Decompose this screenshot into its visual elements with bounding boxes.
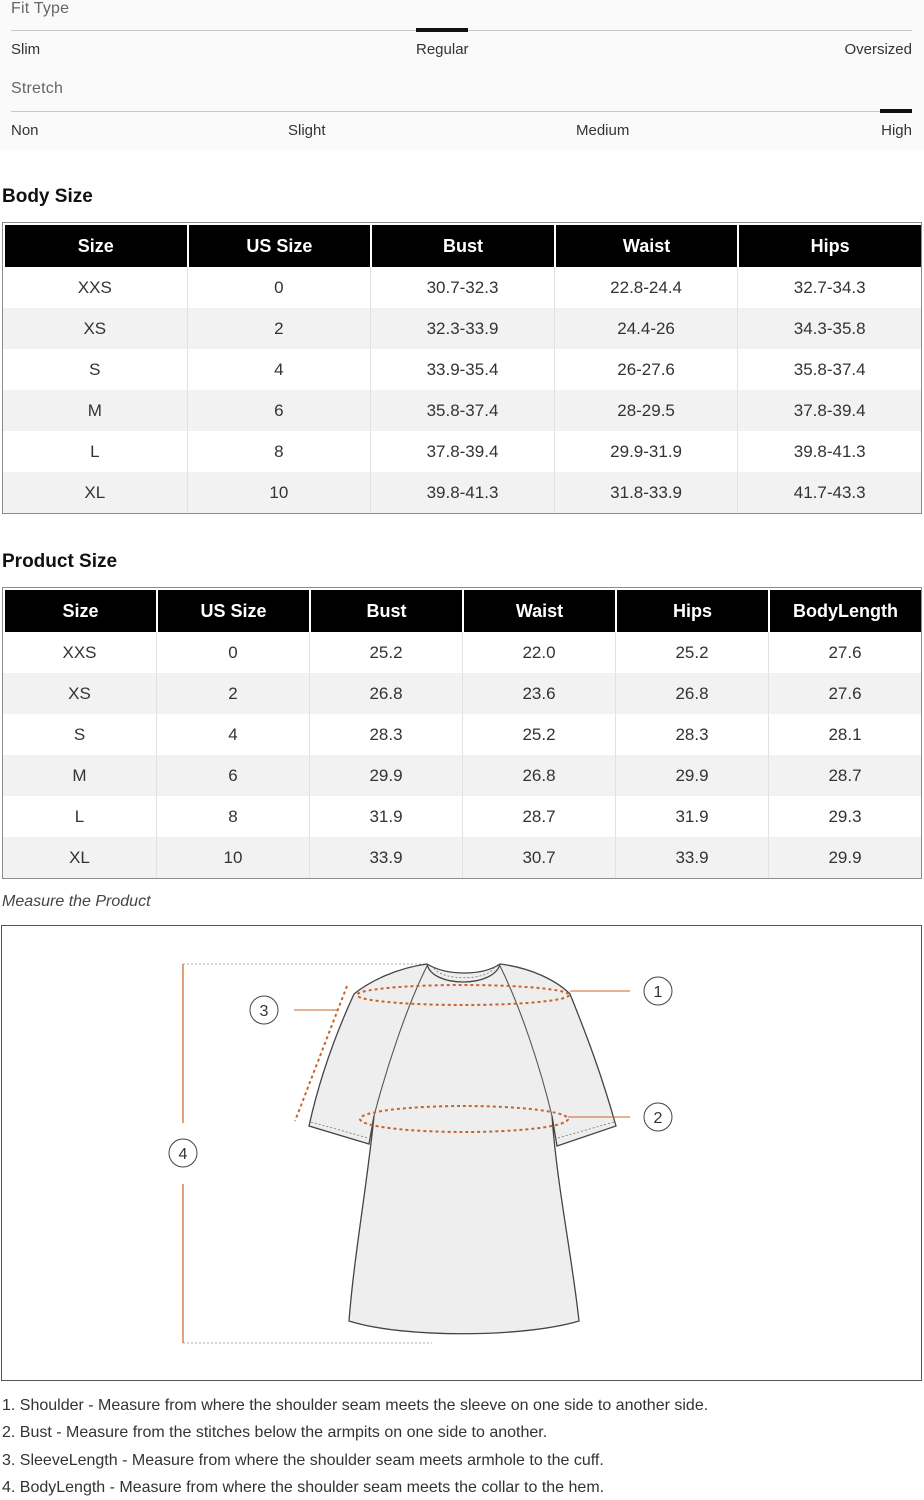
stretch-track [11, 111, 912, 112]
table-cell: 31.9 [615, 796, 768, 837]
table-cell: 2 [187, 308, 371, 349]
note-bust: 2. Bust - Measure from the stitches below the armpits on one side to another. [2, 1424, 548, 1442]
table-cell: S [89, 359, 101, 379]
table-cell: 28.3 [615, 714, 768, 755]
table-cell: 33.9 [615, 837, 768, 878]
measure-caption: Measure the Product [2, 893, 151, 910]
table-cell: 22.0 [462, 632, 615, 673]
table-cell: 33.9-35.4 [370, 349, 554, 390]
table-cell: 26.8 [462, 755, 615, 796]
callout-1 [644, 977, 672, 1005]
table-row [3, 796, 921, 837]
table-row [3, 714, 921, 755]
table-cell: 6 [156, 755, 309, 796]
table-cell: 0 [187, 267, 371, 308]
column-header: Waist [554, 223, 738, 267]
table-row [3, 673, 921, 714]
measure-diagram [1, 925, 922, 1381]
column-header: BodyLength [768, 588, 921, 632]
table-cell: 39.8-41.3 [370, 472, 554, 513]
fit-type-label-oversized: Oversized [844, 41, 912, 58]
product-size-table [2, 587, 922, 879]
table-cell: XL [3, 837, 156, 878]
table-cell: 8 [187, 431, 371, 472]
table-cell: 35.8-37.4 [737, 349, 921, 390]
table-header-row [3, 223, 921, 267]
table-cell: 30.7 [462, 837, 615, 878]
measurement-notes [2, 1395, 922, 1500]
table-cell: 31.8-33.9 [554, 472, 738, 513]
body-size-heading: Body Size [2, 186, 93, 207]
table-cell: 10 [156, 837, 309, 878]
table-cell: 6 [187, 390, 371, 431]
table-cell: 10 [187, 472, 371, 513]
table-cell: 35.8-37.4 [370, 390, 554, 431]
table-cell: 24.4-26 [554, 308, 738, 349]
table-cell: 28.7 [462, 796, 615, 837]
column-header: Hips [615, 588, 768, 632]
table-cell: 39.8-41.3 [737, 431, 921, 472]
table-row [3, 632, 921, 673]
table-cell: 27.6 [768, 632, 921, 673]
fit-scales-panel [0, 0, 924, 150]
table-row [3, 390, 921, 431]
product-size-heading: Product Size [2, 551, 118, 572]
column-header: Waist [462, 588, 615, 632]
table-cell: 32.7-34.3 [737, 267, 921, 308]
table-cell: 22.8-24.4 [554, 267, 738, 308]
table-cell: 34.3-35.8 [737, 308, 921, 349]
fit-type-marker [416, 28, 468, 32]
stretch-title: Stretch [11, 80, 64, 97]
table-row [3, 472, 921, 513]
fit-type-title: Fit Type [11, 0, 70, 17]
table-header-row [3, 588, 921, 632]
table-row [3, 431, 921, 472]
callout-4 [169, 1139, 197, 1167]
stretch-label-non: Non [11, 122, 39, 139]
table-cell: 27.6 [768, 673, 921, 714]
table-cell: 29.9 [768, 837, 921, 878]
table-cell: 25.2 [615, 632, 768, 673]
table-cell: 29.9 [615, 755, 768, 796]
tshirt-diagram-svg [2, 926, 923, 1382]
column-header: Size [3, 223, 187, 267]
table-cell: XS [3, 308, 187, 349]
callout-3 [250, 996, 278, 1024]
note-shoulder: 1. Shoulder - Measure from where the shoulder seam meets the sleeve on one side to another side. [2, 1397, 709, 1414]
column-header: Hips [737, 223, 921, 267]
callout-1-number: 1 [653, 984, 663, 1001]
table-cell: 26.8 [309, 673, 462, 714]
table-cell: M [3, 390, 187, 431]
table-cell: M [3, 755, 156, 796]
table-cell: 41.7-43.3 [737, 472, 921, 513]
table-cell: 4 [187, 349, 371, 390]
table-cell: 29.9-31.9 [554, 431, 738, 472]
stretch-label-medium: Medium [576, 122, 630, 139]
table-cell: 29.3 [768, 796, 921, 837]
fit-type-label-slim: Slim [11, 41, 41, 58]
table-cell: 29.9 [309, 755, 462, 796]
table-cell: 28.3 [309, 714, 462, 755]
stretch-marker [880, 109, 912, 113]
table-cell: 25.2 [462, 714, 615, 755]
table-cell: XL [3, 472, 187, 513]
table-cell: S [73, 724, 86, 744]
table-row [3, 837, 921, 878]
table-cell: 25.2 [309, 632, 462, 673]
callout-2-number: 2 [653, 1110, 663, 1127]
note-sleeve-length: 3. SleeveLength - Measure from where the shoulder seam meets armhole to the cuff. [2, 1451, 604, 1469]
body-size-table [2, 222, 922, 514]
table-cell: 23.6 [462, 673, 615, 714]
callout-3-number: 3 [259, 1003, 269, 1020]
fit-type-label-regular: Regular [416, 41, 469, 58]
column-header: Size [3, 588, 156, 632]
table-cell: XS [3, 673, 156, 714]
table-cell: 30.7-32.3 [370, 267, 554, 308]
table-cell: 28.1 [768, 714, 921, 755]
stretch-label-high: High [881, 122, 912, 139]
table-cell: 32.3-33.9 [370, 308, 554, 349]
table-cell: 2 [156, 673, 309, 714]
table-cell: 8 [156, 796, 309, 837]
table-cell: 33.9 [309, 837, 462, 878]
table-cell: 28.7 [768, 755, 921, 796]
table-row [3, 349, 921, 390]
table-cell: XXS [62, 642, 97, 662]
table-row [3, 308, 921, 349]
table-row [3, 267, 921, 308]
table-cell: 0 [156, 632, 309, 673]
note-body-length: 4. BodyLength - Measure from where the shoulder seam meets the collar to the hem. [2, 1478, 605, 1496]
column-header: Bust [309, 588, 462, 632]
column-header: Bust [370, 223, 554, 267]
column-header: US Size [187, 223, 371, 267]
table-cell: L [90, 441, 100, 461]
body-size-grid [3, 223, 921, 513]
table-cell: 28-29.5 [554, 390, 738, 431]
column-header: US Size [156, 588, 309, 632]
callout-4-number: 4 [178, 1146, 188, 1163]
table-row [3, 755, 921, 796]
table-cell: 26.8 [615, 673, 768, 714]
callout-2 [644, 1103, 672, 1131]
tshirt-outline [309, 964, 616, 1334]
table-cell: 37.8-39.4 [737, 390, 921, 431]
product-size-grid [3, 588, 921, 878]
table-cell: 4 [156, 714, 309, 755]
table-cell: 37.8-39.4 [370, 431, 554, 472]
table-cell: L [74, 806, 85, 826]
stretch-label-slight: Slight [288, 122, 326, 139]
table-cell: 26-27.6 [554, 349, 738, 390]
table-cell: XXS [77, 277, 112, 297]
table-cell: 31.9 [309, 796, 462, 837]
